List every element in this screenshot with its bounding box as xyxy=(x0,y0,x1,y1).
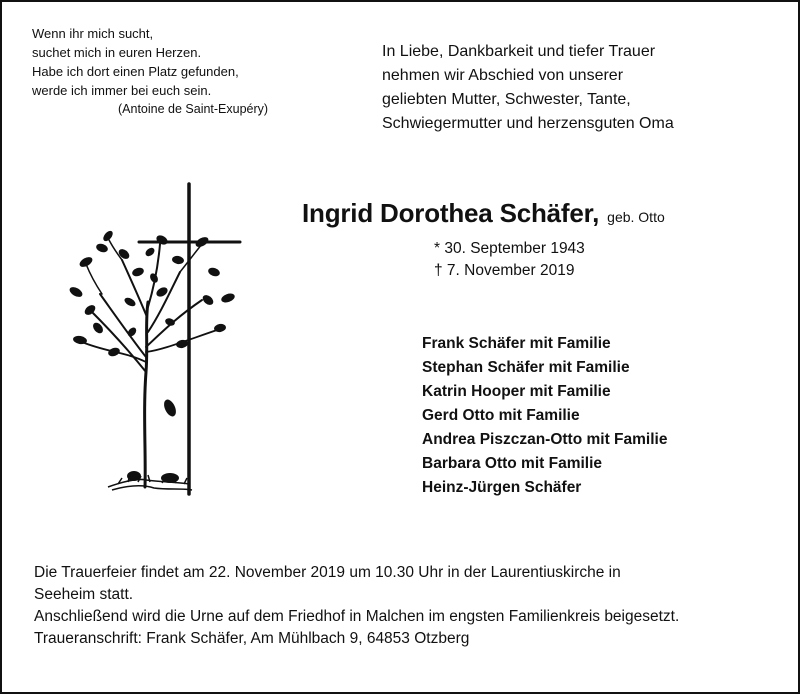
tree-and-cross-icon xyxy=(42,182,252,502)
intro-line: Schwiegermutter und herzensguten Oma xyxy=(382,115,674,132)
family-member: Andrea Piszczan-Otto mit Familie xyxy=(422,431,668,448)
deceased-name-row xyxy=(302,198,665,229)
footer-line: Traueranschrift: Frank Schäfer, Am Mühlbach 9, 64853 Otzberg xyxy=(34,630,470,647)
footer-line: Seeheim statt. xyxy=(34,586,134,603)
family-member: Heinz-Jürgen Schäfer xyxy=(422,479,582,496)
quote-line: Wenn ihr mich sucht, xyxy=(32,26,154,41)
intro-text xyxy=(382,40,782,136)
intro-line: nehmen wir Abschied von unserer xyxy=(382,67,624,84)
quote-line: Habe ich dort einen Platz gefunden, xyxy=(32,64,239,79)
quote-block xyxy=(32,24,332,119)
quote-line: werde ich immer bei euch sein. xyxy=(32,83,212,98)
quote-author: (Antoine de Saint-Exupéry) xyxy=(118,102,269,116)
funeral-info xyxy=(34,562,784,650)
intro-line: In Liebe, Dankbarkeit und tiefer Trauer xyxy=(382,43,656,60)
family-member: Frank Schäfer mit Familie xyxy=(422,335,611,352)
family-member: Stephan Schäfer mit Familie xyxy=(422,359,630,376)
birth-date: * 30. September 1943 xyxy=(434,240,585,257)
family-member: Gerd Otto mit Familie xyxy=(422,407,580,424)
death-date: † 7. November 2019 xyxy=(434,262,575,279)
maiden-name: geb. Otto xyxy=(607,209,665,225)
family-member: Katrin Hooper mit Familie xyxy=(422,383,611,400)
footer-line: Die Trauerfeier findet am 22. November 2019 um 10.30 Uhr in der Laurentiuskirche in xyxy=(34,564,621,581)
life-dates xyxy=(434,238,585,282)
footer-line: Anschließend wird die Urne auf dem Friedhof in Malchen im engsten Familienkreis beigesetzt. xyxy=(34,608,680,625)
deceased-name: Ingrid Dorothea Schäfer, xyxy=(302,198,600,228)
family-member: Barbara Otto mit Familie xyxy=(422,455,603,472)
intro-line: geliebten Mutter, Schwester, Tante, xyxy=(382,91,631,108)
quote-line: suchet mich in euren Herzen. xyxy=(32,45,202,60)
family-list xyxy=(422,332,667,500)
